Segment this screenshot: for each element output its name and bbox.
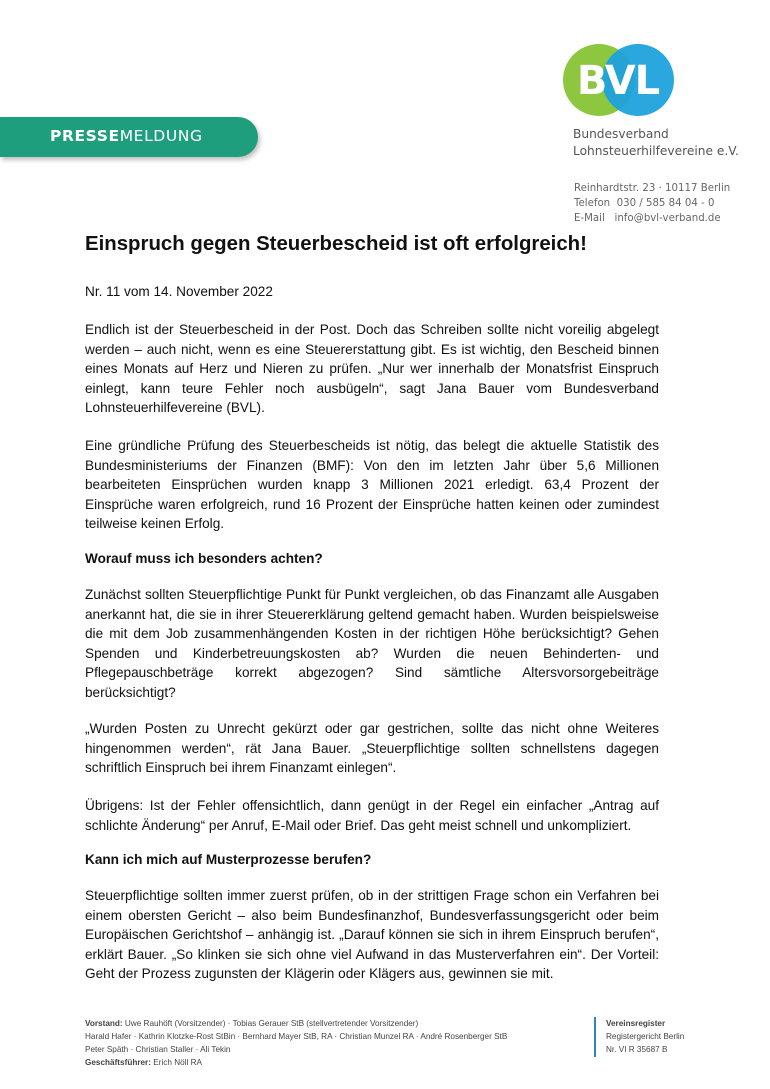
footer-vorstand-line: [85, 1017, 507, 1030]
footer-gf-label: Geschäftsführer:: [85, 1058, 151, 1068]
footer-register: [606, 1017, 684, 1056]
footer-board: [85, 1017, 507, 1069]
footer-register-court: Registergericht Berlin: [606, 1032, 685, 1042]
footer-gf-line: [85, 1056, 507, 1069]
paragraph-intro: Endlich ist der Steuerbescheid in der Post. Doch das Schreiben sollte nicht voreilig abgelegt werden – auch nicht, wenn es eine Steuererstattung gibt. Es ist wichtig, den Bescheid binnen eines Monats auf Herz und Nieren zu prüfen. „Nur wer innerhalb der Monatsfrist Einspruch einlegt, kann teure Fehler noch ausbügeln“, sagt Jana Bauer vom Bundesverband Lohnsteuerhilfevereine (BVL).: [85, 322, 659, 415]
contact-address: Reinhardtstr. 23 · 10117 Berlin: [574, 183, 731, 194]
banner-title: [50, 127, 203, 145]
banner-title-bold: PRESSE: [50, 127, 120, 145]
contact-phone: Telefon 030 / 585 84 04 - 0: [574, 198, 715, 210]
footer-board-line-2: Harald Hafer · Kathrin Klotzke-Rost StBin · Bernhard Mayer StB, RA · Christian Munzel RA · André Rosenberger StB: [85, 1032, 508, 1042]
press-release-banner: [0, 117, 258, 157]
paragraph-musterverfahren: Steuerpflichtige sollten immer zuerst prüfen, ob in der strittigen Frage schon ein Verfahren bei einem obersten Gericht – also beim Bundesfinanzhof, Bundesverfassungsgericht oder beim Europäischen Gerichtshof – anhängig ist. „Darauf können sie sich in ihrem Einspruch berufen“, erklärt Bauer. „So klinken sie sich ohne viel Aufwand in das Musterverfahren ein“. Der Vorteil: Geht der Prozess zugunsten der Klägerin oder Klägers aus, gewinnen sie mit.: [85, 888, 659, 981]
paragraph-quote: „Wurden Posten zu Unrecht gekürzt oder gar gestrichen, sollte das nicht ohne Weiteres hingenommen werden“, rät Jana Bauer. „Steuerpflichtige sollten schnellstens dagegen schriftlich Einspruch bei ihrem Finanzamt einlegen“.: [85, 721, 659, 775]
org-line-1: Bundesverband: [573, 127, 669, 141]
bvl-logo: [562, 42, 674, 120]
footer-register-label: Vereinsregister: [606, 1019, 666, 1028]
paragraph-statistics: Eine gründliche Prüfung des Steuerbescheids ist nötig, das belegt die aktuelle Statistik des Bundesministeriums der Finanzen (BMF): Von den im letzten Jahr über 5,6 Millionen bearbeiteten Einsprüchen wurden knapp 3 Millionen 2021 erledigt. 63,4 Prozent der Einsprüche waren erfolgreich, rund 16 Prozent der Einsprüche hatten keinen oder zumindest teilweise keinen Erfolg.: [85, 438, 659, 531]
issue-number: Nr. 11 vom 14. November 2022: [85, 284, 273, 299]
paragraph-vergleichen: Zunächst sollten Steuerpflichtige Punkt für Punkt vergleichen, ob das Finanzamt alle Ausgaben anerkannt hat, die sie in ihrer Steuererklärung geltend gemacht haben. Wurden beispielsweise die mit dem Job zusammenhängenden Kosten in der richtigen Höhe berücksichtigt? Gehen Spenden und Kinderbetreuungskosten ab? Wurden die neuen Behinderten- und Pflegepauschbeträge korrekt abgezogen? Sind sämtliche Altersvorsorgebeiträge berücksichtigt?: [85, 587, 659, 700]
banner-title-light: MELDUNG: [119, 127, 203, 145]
subheading-musterprozesse: Kann ich mich auf Musterprozesse berufen?: [85, 852, 372, 867]
paragraph-uebrigens: Übrigens: Ist der Fehler offensichtlich, dann genügt in der Regel ein einfacher „Antrag auf schlichte Änderung“ per Anruf, E-Mail oder Brief. Das geht meist schnell und unkompliziert.: [85, 798, 659, 833]
headline: Einspruch gegen Steuerbescheid ist oft erfolgreich!: [85, 233, 587, 255]
footer-divider: [594, 1017, 596, 1057]
footer-vorstand-label: Vorstand:: [85, 1019, 123, 1028]
subheading-achten: Worauf muss ich besonders achten?: [85, 551, 323, 566]
logo-text: BVL: [576, 58, 660, 104]
contact-block: [574, 181, 730, 227]
footer-vorstand: Uwe Rauhöft (Vorsitzender) · Tobias Gerauer StB (stellvertretender Vorsitzender): [124, 1019, 419, 1028]
org-line-2: Lohnsteuerhilfevereine e.V.: [573, 144, 739, 158]
footer-board-line-3: Peter Späth · Christian Staller · Ali Tekin: [85, 1045, 231, 1055]
footer-gf: Erich Nöll RA: [153, 1058, 202, 1068]
organization-name: [573, 126, 739, 160]
contact-email: E-Mail info@bvl-verband.de: [574, 213, 721, 225]
footer-register-number: Nr. VI R 35687 B: [606, 1045, 668, 1055]
